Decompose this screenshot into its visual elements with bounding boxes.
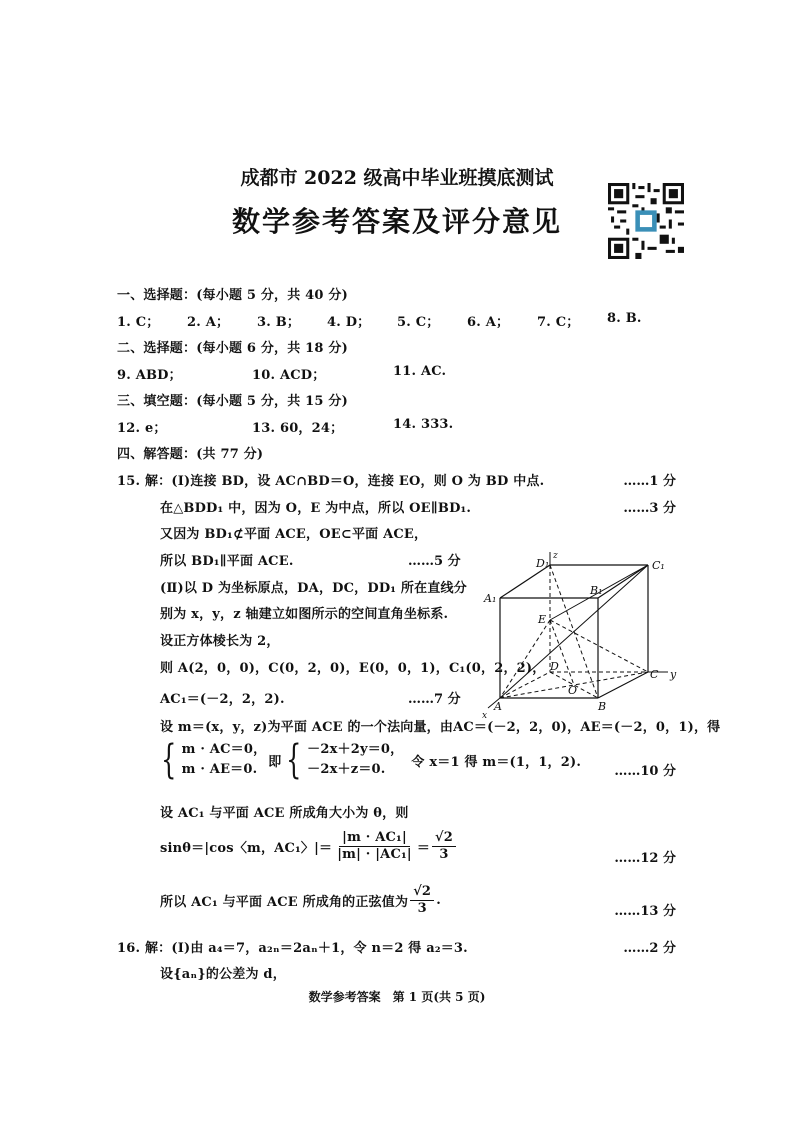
left-brace-2: { (286, 737, 303, 783)
system-2 (307, 740, 403, 780)
sys1-eq-b: m · AE＝0. (181, 762, 258, 777)
label-b: B (598, 700, 607, 713)
frac1-denominator: |m| · |AC₁| (337, 847, 412, 862)
label-x: x (482, 711, 488, 720)
q15-pts9: ……7 分 (408, 692, 461, 707)
label-c1: C₁ (652, 559, 665, 572)
q16-line2: 设{aₙ}的公差为 d， (160, 967, 286, 982)
left-brace: { (161, 737, 177, 783)
q15-pts11: ……10 分 (614, 764, 676, 779)
label-a: A (494, 700, 502, 713)
q15-pts12: ……12 分 (614, 851, 676, 866)
answer-3: 3. B； (257, 315, 301, 330)
equation-system (156, 737, 582, 783)
q15-line7: 设正方体棱长为 2， (160, 634, 280, 649)
label-b1: B₁ (590, 584, 603, 597)
q15-line4: 所以 BD₁∥平面 ACE. (160, 554, 294, 569)
answer-6: 6. A； (467, 315, 510, 330)
q15-pts13: ……13 分 (614, 904, 676, 919)
q15-line10: 设 m＝(x，y，z)为平面 ACE 的一个法向量，由AC＝(－2，2，0)，AE＝(－2，0，1)，得 (160, 720, 721, 735)
answer-key-title: 数学参考答案及评分意见 (231, 205, 562, 238)
frac2-denominator: 3 (439, 847, 449, 862)
q15-line1: 15. 解：(Ⅰ)连接 BD，设 AC∩BD＝O，连接 EO，则 O 为 BD 中点. (117, 474, 545, 489)
sin-formula (160, 830, 458, 863)
q16-pts1: ……2 分 (623, 941, 676, 956)
fraction-answer (410, 884, 434, 917)
exam-title: 成都市 2022 级高中毕业班摸底测试 (240, 167, 554, 189)
sys1-eq-a: m · AC＝0， (181, 742, 267, 757)
answer-12: 12. e； (117, 421, 167, 436)
label-d: D (550, 660, 559, 673)
answer-11: 11. AC. (393, 364, 447, 379)
frac3-denominator: 3 (417, 901, 427, 916)
label-c: C (650, 668, 659, 681)
q15-line8: 则 A(2，0，0)，C(0，2，0)，E(0，0，1)，C₁(0，2，2)， (160, 661, 546, 676)
q15-line9: AC₁＝(－2，2，2). (160, 692, 285, 707)
sys2-eq-a: －2x＋2y＝0， (307, 742, 404, 757)
q15-line3: 又因为 BD₁⊄平面 ACE，OE⊂平面 ACE， (160, 527, 428, 542)
label-d1: D₁ (536, 557, 550, 570)
answer-1: 1. C； (117, 315, 160, 330)
section2-heading: 二、选择题：(每小题 6 分，共 18 分) (117, 341, 348, 356)
page-footer: 数学参考答案 第 1 页(共 5 页) (308, 990, 486, 1004)
system-1 (182, 740, 267, 780)
conclusion-end: . (436, 893, 441, 908)
answer-8: 8. B. (607, 311, 642, 326)
answer-7: 7. C； (537, 315, 580, 330)
q15-pts2: ……3 分 (623, 501, 676, 516)
q15-line5: (Ⅱ)以 D 为坐标原点，DA，DC，DD₁ 所在直线分 (160, 581, 467, 596)
answer-10: 10. ACD； (252, 368, 326, 383)
frac2-numerator: √2 (432, 830, 456, 847)
q15-pts1: ……1 分 (623, 474, 676, 489)
label-z: z (553, 551, 558, 561)
answer-4: 4. D； (327, 315, 371, 330)
label-o: O (568, 684, 578, 697)
answer-13: 13. 60，24； (252, 421, 344, 436)
q16-line1: 16. 解：(Ⅰ)由 a₄＝7，a₂ₙ＝2aₙ＋1，令 n＝2 得 a₂＝3. (117, 941, 468, 956)
frac1-numerator: |m · AC₁| (339, 830, 410, 847)
solid-diagonals (500, 565, 648, 698)
label-y: y (670, 668, 677, 681)
section4-heading: 四、解答题：(共 77 分) (117, 447, 264, 462)
ling-statement: 令 x＝1 得 m＝(1，1，2). (411, 754, 582, 770)
frac3-numerator: √2 (410, 884, 434, 901)
section1-heading: 一、选择题：(每小题 5 分，共 40 分) (117, 288, 348, 303)
fraction-dot-product (334, 830, 415, 863)
answer-5: 5. C； (397, 315, 440, 330)
answer-14: 14. 333. (393, 417, 454, 432)
fraction-result (432, 830, 456, 863)
answer-9: 9. ABD； (117, 368, 182, 383)
answer-2: 2. A； (187, 315, 230, 330)
label-e: E (538, 613, 547, 626)
q15-line2: 在△BDD₁ 中，因为 O，E 为中点，所以 OE∥BD₁. (160, 501, 472, 516)
cube-figure (480, 550, 690, 720)
sin-lhs: sinθ＝|cos〈m，AC₁〉|＝ (160, 841, 333, 856)
conclusion-text: 所以 AC₁ 与平面 ACE 所成角的正弦值为 (160, 895, 409, 910)
q15-pts4: ……5 分 (408, 554, 461, 569)
ji-word: 即 (268, 754, 282, 770)
equals-sign: ＝ (416, 841, 431, 856)
q15-line6: 别为 x，y，z 轴建立如图所示的空间直角坐标系. (160, 607, 449, 622)
q15-conclusion (160, 884, 441, 917)
q15-line12: 设 AC₁ 与平面 ACE 所成角大小为 θ，则 (160, 806, 409, 821)
qr-code (608, 183, 684, 259)
label-a1: A₁ (484, 592, 497, 605)
section3-heading: 三、填空题：(每小题 5 分，共 15 分) (117, 394, 348, 409)
sys2-eq-b: －2x＋z＝0. (307, 762, 386, 777)
